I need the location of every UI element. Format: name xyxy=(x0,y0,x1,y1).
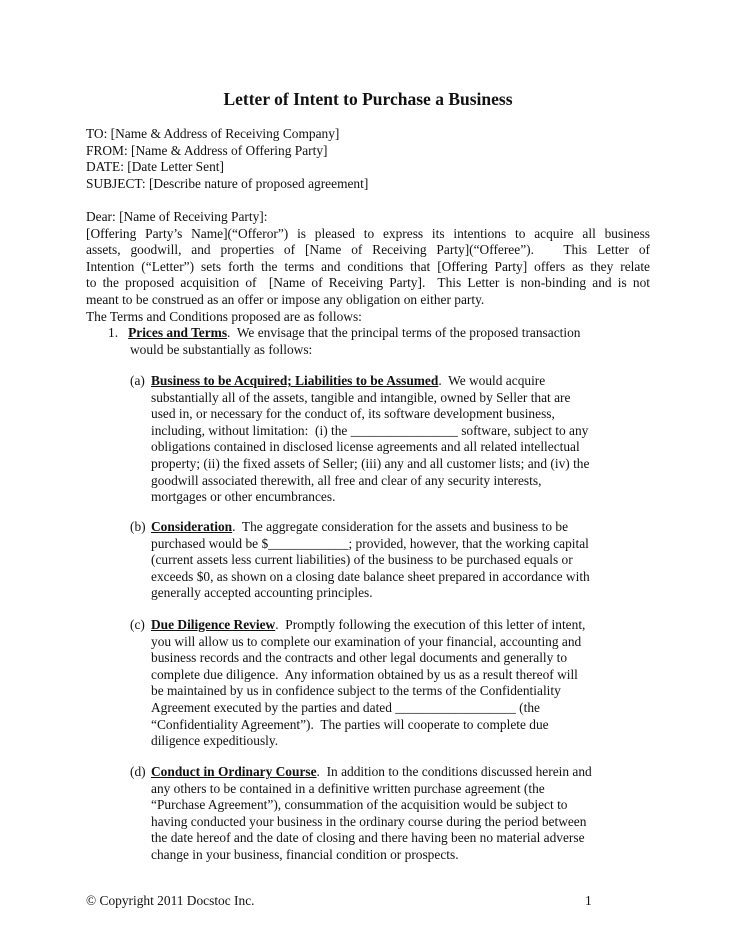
item-text: “Purchase Agreement”), consummation of the acquisition would be subject to xyxy=(151,797,568,813)
item-text: diligence expeditiously. xyxy=(151,733,279,749)
item-text: any others to be contained in a definitive written purchase agreement (the xyxy=(151,780,545,796)
item-text: goodwill associated therewith, all free and clear of any security interests, xyxy=(151,472,542,488)
intro-block xyxy=(86,209,650,325)
item-text: change in your business, financial condition or prospects. xyxy=(151,846,459,862)
item-heading: Business to be Acquired; Liabilities to be Assumed xyxy=(151,373,439,388)
item-heading: Consideration xyxy=(151,519,233,534)
item-b xyxy=(151,519,590,602)
item-text: (current assets less current liabilities) of the business to be purchased equals or xyxy=(151,552,573,568)
item-text: used in, or necessary for the conduct of, its software development business, xyxy=(151,406,555,422)
item-d-label: (d) xyxy=(130,764,146,779)
item-text: . The aggregate consideration for the assets and business to be xyxy=(232,519,569,534)
item-text: the date hereof and the date of closing and there having been no material adverse xyxy=(151,830,585,846)
item-text: “Confidentiality Agreement”). The parties will cooperate to complete due xyxy=(151,716,549,732)
item-a xyxy=(151,373,589,506)
intro-line: meant to be construed as an offer or impose any obligation on either party. xyxy=(86,291,485,307)
item-text: mortgages or other encumbrances. xyxy=(151,489,336,505)
item-text: including, without limitation: (i) the ________________ software, subject to any xyxy=(151,422,589,438)
item-d xyxy=(151,764,592,864)
section-text: . We envisage that the principal terms of the proposed transaction xyxy=(227,325,581,340)
item-text: Agreement executed by the parties and dated __________________ (the xyxy=(151,699,540,715)
section-1 xyxy=(108,325,580,342)
date-line: DATE: [Date Letter Sent] xyxy=(86,159,224,175)
item-text: substantially all of the assets, tangible and intangible, owned by Seller that are xyxy=(151,389,571,405)
item-c xyxy=(151,617,585,750)
item-c-label: (c) xyxy=(130,617,145,632)
item-text: obligations contained in disclosed license agreements and all related intellectual xyxy=(151,439,580,455)
item-text: . Promptly following the execution of this letter of intent, xyxy=(275,617,586,632)
intro-line: assets, goodwill, and properties of [Name of Receiving Party](“Offeree”). This Letter of xyxy=(86,242,650,258)
item-text: complete due diligence. Any information obtained by us as a result thereof will xyxy=(151,666,578,682)
item-b-label: (b) xyxy=(130,519,146,534)
from-line: FROM: [Name & Address of Offering Party] xyxy=(86,142,328,158)
section-text: would be substantially as follows: xyxy=(130,341,313,357)
item-text: you will allow us to complete our examination of your financial, accounting and xyxy=(151,633,582,649)
section-number: 1. xyxy=(108,325,119,340)
item-text: having conducted your business in the ordinary course during the period between xyxy=(151,813,587,829)
item-a-label: (a) xyxy=(130,373,145,388)
item-text: be maintained by us in confidence subject to the terms of the Confidentiality xyxy=(151,683,561,699)
item-text: . In addition to the conditions discussed herein and xyxy=(316,764,592,779)
terms-intro: The Terms and Conditions proposed are as follows: xyxy=(86,308,362,324)
intro-line: [Offering Party’s Name](“Offeror”) is pleased to express its intentions to acquire all business xyxy=(86,225,650,241)
item-text: . We would acquire xyxy=(438,373,546,388)
item-heading: Due Diligence Review xyxy=(151,617,276,632)
document-title: Letter of Intent to Purchase a Business xyxy=(223,89,513,109)
section-1-continuation xyxy=(130,342,312,359)
salutation: Dear: [Name of Receiving Party]: xyxy=(86,209,268,224)
intro-line: to the proposed acquisition of [Name of Receiving Party]. This Letter is non-binding and is not xyxy=(86,275,650,291)
to-line: TO: [Name & Address of Receiving Company] xyxy=(86,126,340,141)
footer-copyright: © Copyright 2011 Docstoc Inc. xyxy=(86,893,255,908)
item-text: property; (ii) the fixed assets of Seller; (iii) any and all customer lists; and (iv) the xyxy=(151,455,590,471)
item-text: generally accepted accounting principles. xyxy=(151,585,373,601)
header-block xyxy=(86,126,368,192)
intro-line: Intention (“Letter”) sets forth the terms and conditions that [Offering Party] offers as they relate xyxy=(86,258,650,274)
section-heading: Prices and Terms xyxy=(128,325,228,340)
footer-page-number: 1 xyxy=(585,893,592,908)
item-text: purchased would be $____________; provided, however, that the working capital xyxy=(151,535,589,551)
item-text: business records and the contracts and other legal documents and generally to xyxy=(151,650,568,666)
item-text: exceeds $0, as shown on a closing date balance sheet prepared in accordance with xyxy=(151,568,590,584)
item-heading: Conduct in Ordinary Course xyxy=(151,764,317,779)
subject-line: SUBJECT: [Describe nature of proposed agreement] xyxy=(86,175,369,191)
